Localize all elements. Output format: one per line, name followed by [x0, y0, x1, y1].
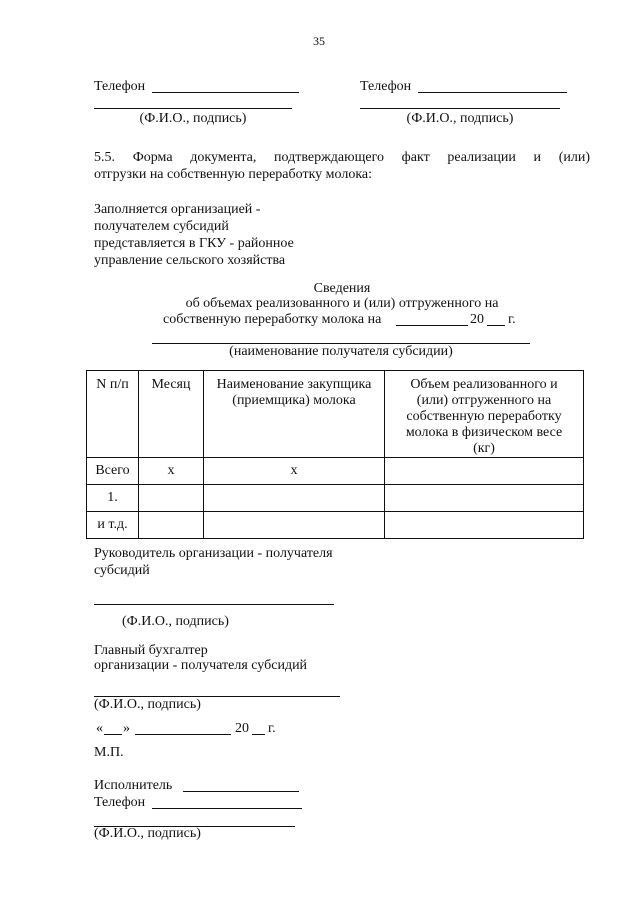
table-cell: [139, 485, 204, 512]
table-row: [87, 512, 584, 539]
header-cell-buyer: Наименование закупщика (приемщика) молока: [204, 371, 385, 458]
title-line3-prefix: собственную переработку молока на: [163, 312, 382, 327]
section-heading-line1: 5.5. Форма документа, подтверждающего факт реализации и (или): [94, 150, 590, 165]
table-cell: [139, 512, 204, 539]
page-number: 35: [313, 34, 325, 48]
table-row: [87, 458, 584, 485]
filled-by-line2: получателем субсидий: [94, 219, 229, 234]
date-year-blank: [252, 734, 265, 735]
header-cell-number: N п/п: [87, 371, 139, 458]
title-line2: об объемах реализованного и (или) отгруженного на: [185, 296, 499, 311]
table-cell: Всего: [87, 458, 139, 485]
signature-line-left: [94, 108, 292, 109]
executor-phone-label: Телефон: [94, 795, 146, 810]
date-close-quote: »: [123, 721, 130, 736]
executor-label: Исполнитель: [94, 778, 173, 793]
table-cell: [385, 512, 584, 539]
title-blank-line: [396, 325, 468, 326]
signature-line-right: [360, 108, 560, 109]
head-title-line2: субсидий: [94, 563, 150, 578]
table-cell: [204, 512, 385, 539]
volume-table: [86, 370, 584, 539]
accountant-title-line2: организации - получателя субсидий: [94, 658, 308, 673]
title-line1: Сведения: [313, 281, 371, 296]
head-signature-line: [94, 604, 334, 605]
phone-line-left: [152, 92, 299, 93]
stamp-label: М.П.: [94, 745, 124, 760]
head-signature-caption: (Ф.И.О., подпись): [122, 614, 229, 629]
title-year: 20: [470, 312, 484, 327]
filled-by-line3: представляется в ГКУ - районное: [94, 236, 294, 251]
table-cell: [385, 458, 584, 485]
table-cell: 1.: [87, 485, 139, 512]
date-suffix: г.: [268, 721, 276, 736]
accountant-title-line1: Главный бухгалтер: [94, 643, 208, 658]
header-cell-month: Месяц: [139, 371, 204, 458]
table-cell: x: [204, 458, 385, 485]
section-heading-line2: отгрузки на собственную переработку молока:: [94, 167, 373, 182]
table-row: [87, 485, 584, 512]
filled-by-line4: управление сельского хозяйства: [94, 253, 286, 268]
head-title-line1: Руководитель организации - получателя: [94, 546, 333, 561]
date-year: 20: [235, 721, 249, 736]
phone-label-left: Телефон: [94, 79, 146, 94]
executor-phone-line: [152, 808, 302, 809]
recipient-caption: (наименование получателя субсидии): [229, 344, 453, 359]
date-open-quote: «: [96, 721, 103, 736]
signature-caption-left: (Ф.И.О., подпись): [139, 111, 247, 126]
table-cell: и т.д.: [87, 512, 139, 539]
accountant-signature-caption: (Ф.И.О., подпись): [94, 697, 201, 712]
date-month-blank: [135, 734, 231, 735]
executor-line: [183, 791, 299, 792]
signature-caption-right: (Ф.И.О., подпись): [406, 111, 514, 126]
filled-by-line1: Заполняется организацией -: [94, 202, 261, 217]
table-cell: [204, 485, 385, 512]
executor-signature-caption: (Ф.И.О., подпись): [94, 826, 201, 841]
header-cell-volume: Объем реализованного и (или) отгруженного на собственную переработку молока в физическом весе (кг): [385, 371, 584, 458]
date-day-blank: [104, 734, 122, 735]
table-header-row: [87, 371, 584, 458]
phone-label-right: Телефон: [360, 79, 412, 94]
title-year-suffix: г.: [508, 312, 516, 327]
table-cell: x: [139, 458, 204, 485]
title-year-blank: [487, 325, 505, 326]
table-cell: [385, 485, 584, 512]
phone-line-right: [418, 92, 567, 93]
